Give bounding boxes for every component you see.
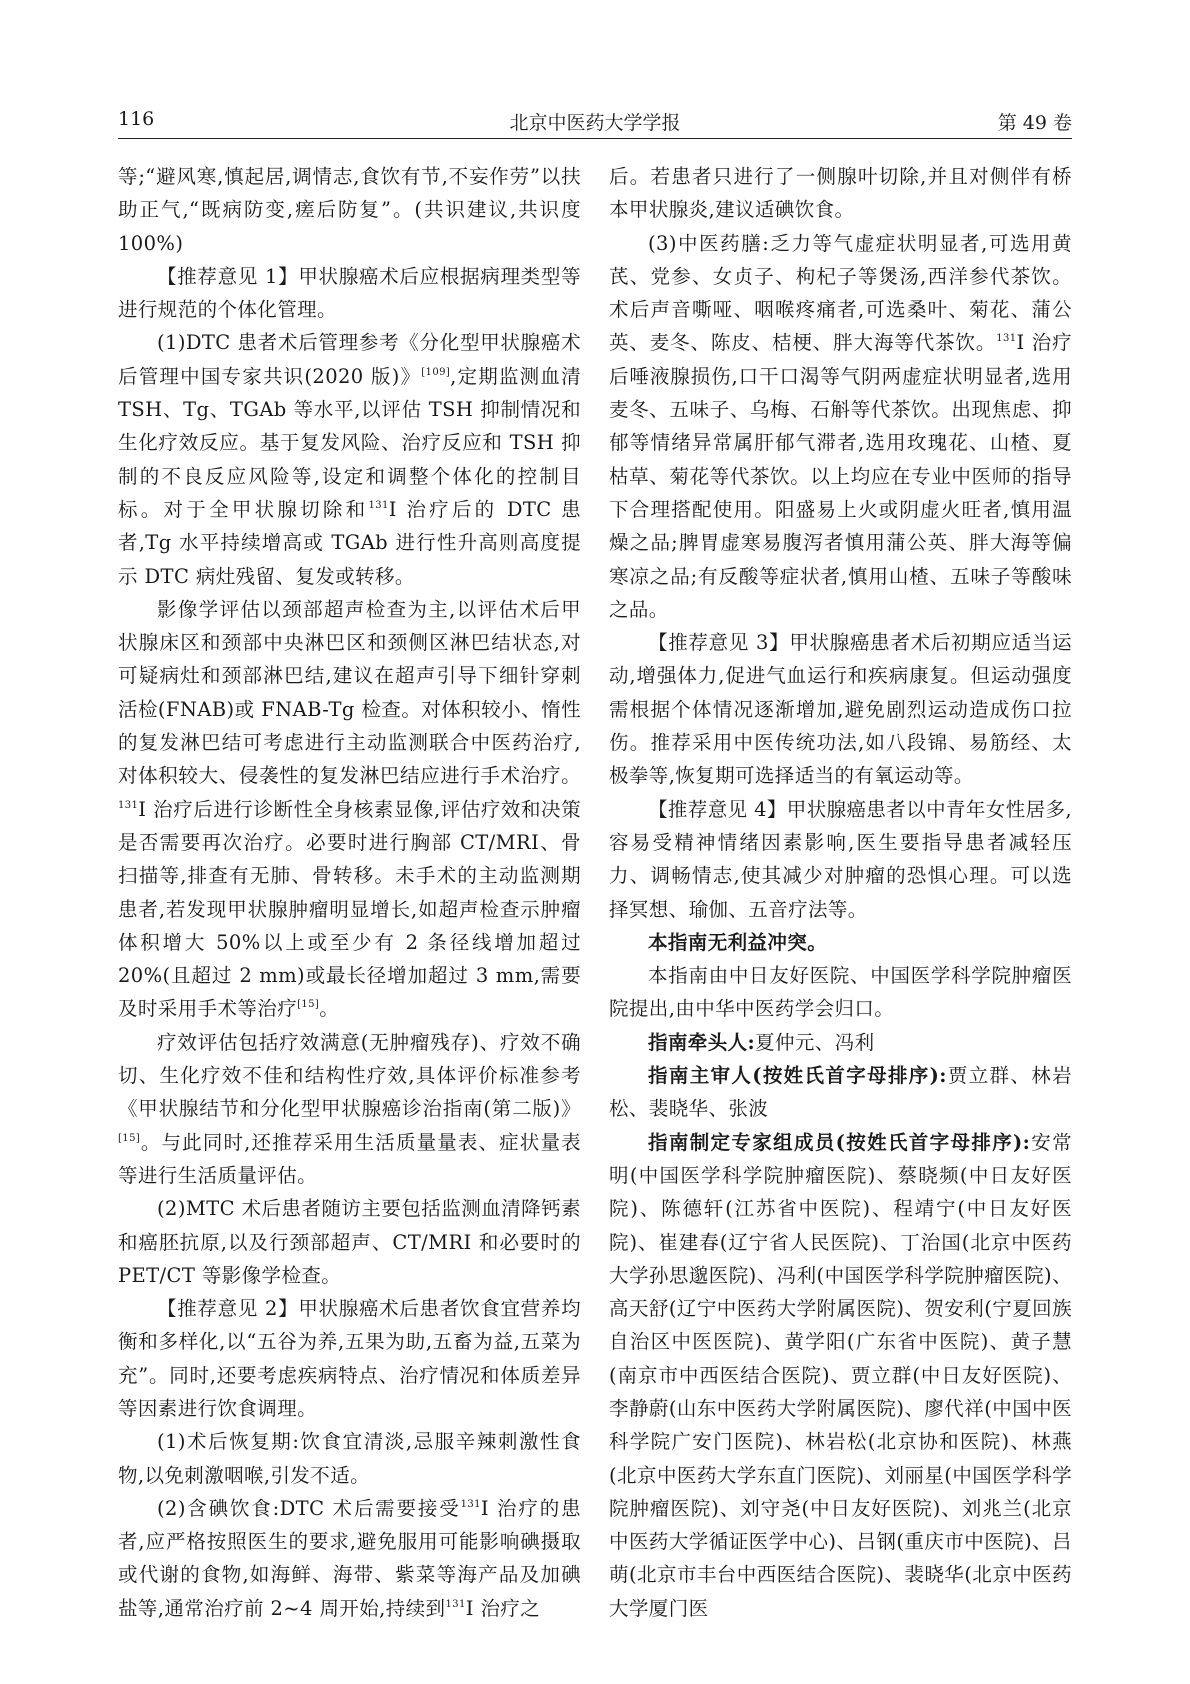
paragraph: (1)术后恢复期:饮食宜清淡,忌服辛辣刺激性食物,以免刺激咽喉,引发不适。 xyxy=(118,1430,581,1487)
isotope-superscript: 131 xyxy=(445,1598,466,1610)
paragraph: (3)中医药膳:乏力等气虚症状明显者,可选用黄芪、党参、女贞子、枸杞子等煲汤,西洋参代茶饮。术后声音嘶哑、咽喉疼痛者,可选桑叶、菊花、蒲公英、麦冬、陈皮、桔梗、胖大海等代茶饮。$^{131}$I 治疗后唾液腺损伤,口干口渴等气阴两虚症状明显者,选用麦冬、五味子、乌梅、石斛等代茶饮。出现焦虑、抑郁等情绪异常属肝郁气滞者,选用玫瑰花、山楂、夏枯草、菊花等代茶饮。以上均应在专业中医师的指导下合理搭配使用。阳盛易上火或阴虚火旺者,慎用温燥之品;脾胃虚寒易腹泻者慎用蒲公英、胖大海等偏寒凉之品;有反酸等症状者,慎用山楂、五味子等酸味之品。 xyxy=(609,231,1072,621)
right-column xyxy=(609,160,1072,1650)
page-number: 116 xyxy=(118,108,155,130)
recommendation-1: 【推荐意见 1】甲状腺癌术后应根据病理类型等进行规范的个体化管理。 xyxy=(118,264,581,322)
citation: [15] xyxy=(297,999,320,1011)
guideline-leads: 指南牵头人:夏仲元、冯利 xyxy=(648,1030,875,1054)
recommendation-2: 【推荐意见 2】甲状腺癌术后患者饮食宜营养均衡和多样化,以“五谷为养,五果为助,五畜为益,五菜为充”。同时,还要考虑疾病特点、治疗情况和体质差异等因素进行饮食调理。 xyxy=(118,1297,581,1420)
chief-reviewers: 指南主审人(按姓氏首字母排序):贾立群、林岩松、裴晓华、张波 xyxy=(609,1064,1072,1121)
journal-title: 北京中医药大学学报 xyxy=(509,112,681,134)
paragraph: 后。若患者只进行了一侧腺叶切除,并且对侧伴有桥本甲状腺炎,建议适碘饮食。 xyxy=(609,165,1072,222)
paragraph: 影像学评估以颈部超声检查为主,以评估术后甲状腺床区和颈部中央淋巴区和颈侧区淋巴结状态,对可疑病灶和颈部淋巴结,建议在超声引导下细针穿刺活检(FNAB)或 FNAB-Tg 检查。对体积较小、惰性的复发淋巴结可考虑进行主动监测联合中医药治疗,对体积较大、侵袭性的复发淋巴结应进行手术治疗。$^{131}$I 治疗后进行诊断性全身核素显像,评估疗效和决策是否需要再次治疗。必要时进行胸部 CT/MRI、骨扫描等,排查有无肺、骨转移。未手术的主动监测期患者,若发现甲状腺肿瘤明显增长,如超声检查示肿瘤体积增大 50%以上或至少有 2 条径线增加超过 20%(且超过 2 mm)或最长径增加超过 3 mm,需要及时采用手术等治疗[15]。 xyxy=(118,597,581,1021)
paragraph: (1)DTC 患者术后管理参考《分化型甲状腺癌术后管理中国专家共识(2020 版)》[109],定期监测血清 TSH、Tg、TGAb 等水平,以评估 TSH 抑制情况和生化疗效反应。基于复发风险、治疗反应和 TSH 抑制的不良反应风险等,设定和调整个体化的控制目标。对于全甲状腺切除和$^{131}$I 治疗后的 DTC 患者,Tg 水平持续增高或 TGAb 进行性升高则高度提示 DTC 病灶残留、复发或转移。 xyxy=(118,331,581,588)
running-header xyxy=(118,108,1072,139)
isotope-superscript: 131 xyxy=(460,1498,481,1510)
isotope-superscript: 131 xyxy=(996,333,1017,345)
paragraph: 本指南由中日友好医院、中国医学科学院肿瘤医院提出,由中华中医药学会归口。 xyxy=(609,964,1072,1021)
expert-panel: 指南制定专家组成员(按姓氏首字母排序):安常明(中国医学科学院肿瘤医院)、蔡晓频(中日友好医院)、陈德轩(江苏省中医院)、程靖宁(中日友好医院)、崔建春(辽宁省人民医院)、丁治国(北京中医药大学孙思邈医院)、冯利(中国医学科学院肿瘤医院)、高天舒(辽宁中医药大学附属医院)、贺安利(宁夏回族自治区中医医院)、黄学阳(广东省中医院)、黄子慧(南京市中西医结合医院)、贾立群(中日友好医院)、李静蔚(山东中医药大学附属医院)、廖代祥(中国中医科学院广安门医院)、林岩松(北京协和医院)、林燕(北京中医药大学东直门医院)、刘丽星(中国医学科学院肿瘤医院)、刘守尧(中日友好医院)、刘兆兰(北京中医药大学循证医学中心)、吕钢(重庆市中医院)、吕萌(北京市丰台中西医结合医院)、裴晓华(北京中医药大学厦门医 xyxy=(609,1130,1072,1620)
recommendation-4: 【推荐意见 4】甲状腺癌患者以中青年女性居多,容易受精神情绪因素影响,医生要指导患者减轻压力、调畅情志,使其减少对肿瘤的恐惧心理。可以选择冥想、瑜伽、五音疗法等。 xyxy=(609,797,1072,921)
paragraph: 等;“避风寒,慎起居,调情志,食饮有节,不妄作劳”以扶助正气,“既病防变,瘥后防复”。(共识建议,共识度 100%) xyxy=(118,165,581,255)
paragraph: (2)MTC 术后患者随访主要包括监测血清降钙素和癌胚抗原,以及行颈部超声、CT/MRI 和必要时的 PET/CT 等影像学检查。 xyxy=(118,1197,581,1287)
isotope-superscript: 131 xyxy=(368,499,389,511)
paragraph: (2)含碘饮食:DTC 术后需要接受$^{131}$I 治疗的患者,应严格按照医生的要求,避免服用可能影响碘摄取或代谢的食物,如海鲜、海带、紫菜等海产品及加碘盐等,通常治疗前 2~4 周开始,持续到$^{131}$I 治疗之 xyxy=(118,1496,581,1620)
recommendation-3: 【推荐意见 3】甲状腺癌患者术后初期应适当运动,增强体力,促进气血运行和疾病康复。但运动强度需根据个体情况逐渐增加,避免剧烈运动造成伤口拉伤。推荐采用中医传统功法,如八段锦、易筋经、太极拳等,恢复期可选择适当的有氧运动等。 xyxy=(609,631,1072,788)
conflict-of-interest-statement: 本指南无利益冲突。 xyxy=(648,930,828,954)
left-column xyxy=(118,160,581,1650)
paragraph: 疗效评估包括疗效满意(无肿瘤残存)、疗效不确切、生化疗效不佳和结构性疗效,具体评价标准参考《甲状腺结节和分化型甲状腺癌诊治指南(第二版)》[15]。与此同时,还推荐采用生活质量量表、症状量表等进行生活质量评估。 xyxy=(118,1030,581,1187)
volume-label: 第 49 卷 xyxy=(997,112,1072,134)
citation: [15] xyxy=(118,1132,141,1144)
citation: [109] xyxy=(421,366,451,378)
isotope-superscript: 131 xyxy=(118,799,139,811)
